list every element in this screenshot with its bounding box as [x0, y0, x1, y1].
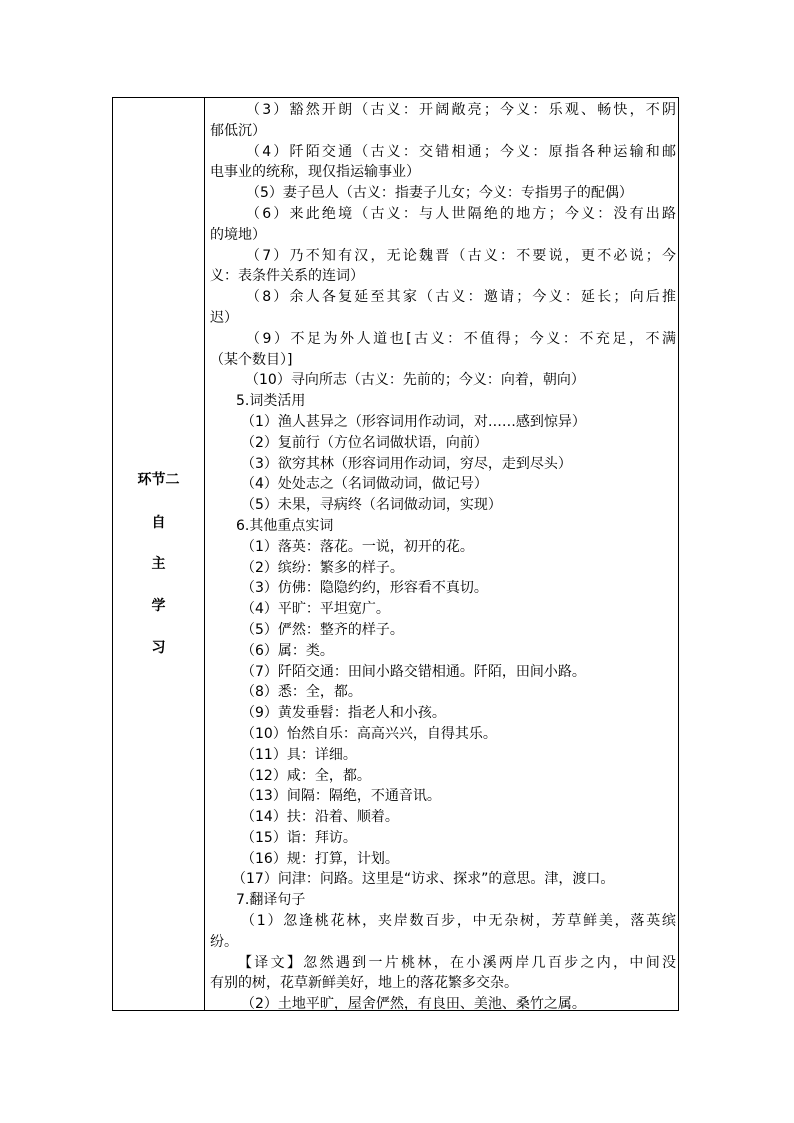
text-line: 有别的树，花草新鲜美好，地上的落花繁多交杂。 — [210, 975, 518, 992]
text-line: （1）渔人甚异之（形容词用作动词，对……感到惊异） — [241, 413, 586, 430]
text-line: （5）俨然：整齐的样子。 — [241, 621, 404, 638]
text-line: （3）豁然开朗（古义：开阔敞亮；今义：乐观、畅快，不阴 — [246, 102, 676, 118]
text-line: （某个数目）] — [210, 351, 293, 368]
text-line: （1）忽逢桃花林，夹岸数百步，中无杂树，芳草鲜美，落英缤 — [241, 913, 676, 930]
text-line: （10）寻向所志（古义：先前的；今义：向着，朝向） — [245, 372, 585, 389]
text-line: （3）仿佛：隐隐约约，形容看不真切。 — [241, 580, 488, 597]
content-body — [210, 100, 676, 1015]
text-line: 电事业的统称，现仅指运输事业） — [210, 164, 420, 181]
text-line: （15）诣：拜访。 — [241, 829, 357, 846]
text-line: （6）属：类。 — [241, 642, 334, 659]
text-line: （2）复前行（方位名词做状语，向前） — [241, 434, 488, 451]
text-line: （9）不足为外人道也[古义：不值得；今义：不充足，不满 — [246, 330, 676, 347]
content-table — [112, 97, 679, 1011]
text-line: （13）间隔：隔绝，不通音讯。 — [241, 788, 441, 805]
text-line: 的境地） — [210, 226, 266, 243]
text-line: （8）余人各复延至其家（古义：邀请；今义：延长；向后推 — [246, 289, 676, 306]
section-char-2: 主 — [151, 556, 166, 572]
text-line: （12）咸：全，都。 — [241, 767, 371, 784]
text-line: （5）妻子邑人（古义：指妻子儿女；今义：专指男子的配偶） — [246, 185, 633, 202]
text-line: （1）落英：落花。一说，初开的花。 — [241, 538, 474, 555]
text-line: （14）扶：沿着、顺着。 — [241, 809, 399, 826]
section-char-3: 学 — [151, 598, 166, 614]
text-line: （3）欲穷其林（形容词用作动词，穷尽，走到尽头） — [241, 455, 572, 472]
text-line: （2）土地平旷，屋舍俨然，有良田、美池、桑竹之属。 — [241, 996, 586, 1013]
section-label: 环节二 — [137, 472, 180, 488]
text-line: （9）黄发垂髫：指老人和小孩。 — [241, 705, 446, 722]
text-line: （2）缤纷：繁多的样子。 — [241, 559, 404, 576]
translation-line: 【译文】忽然遇到一片桃林，在小溪两岸几百步之内，中间没 — [238, 954, 676, 971]
heading-translate: 7.翻译句子 — [236, 892, 306, 909]
column-divider — [204, 98, 205, 1010]
text-line: （17）问津：问路。这里是“访求、探求”的意思。津，渡口。 — [232, 871, 615, 888]
text-line: （11）具：详细。 — [241, 746, 357, 763]
text-line: （4）处处志之（名词做动词，做记号） — [241, 476, 488, 493]
text-line: 纷。 — [210, 933, 238, 950]
text-line: （6）来此绝境（古义：与人世隔绝的地方；今义：没有出路 — [246, 205, 676, 222]
text-line: （10）怡然自乐：高高兴兴，自得其乐。 — [241, 725, 497, 742]
text-line: （7）乃不知有汉，无论魏晋（古义：不要说，更不必说；今 — [246, 247, 676, 264]
text-line: （5）未果，寻病终（名词做动词，实现） — [241, 497, 502, 514]
text-line: 义：表条件关系的连词） — [210, 268, 364, 285]
section-label-column — [113, 98, 204, 1010]
text-line: （16）规：打算，计划。 — [241, 850, 399, 867]
text-line: （4）平旷：平坦宽广。 — [241, 601, 390, 618]
text-line: 郁低沉） — [210, 122, 266, 139]
text-line: （4）阡陌交通（古义：交错相通；今义：原指各种运输和邮 — [246, 143, 676, 160]
section-char-4: 习 — [151, 640, 166, 656]
text-line: （8）悉：全，都。 — [241, 684, 362, 701]
text-line: 迟） — [210, 309, 238, 326]
heading-word-class: 5.词类活用 — [236, 393, 306, 410]
text-line: （7）阡陌交通：田间小路交错相通。阡陌，田间小路。 — [241, 663, 586, 680]
heading-key-words: 6.其他重点实词 — [236, 517, 334, 534]
section-char-1: 自 — [151, 515, 166, 531]
